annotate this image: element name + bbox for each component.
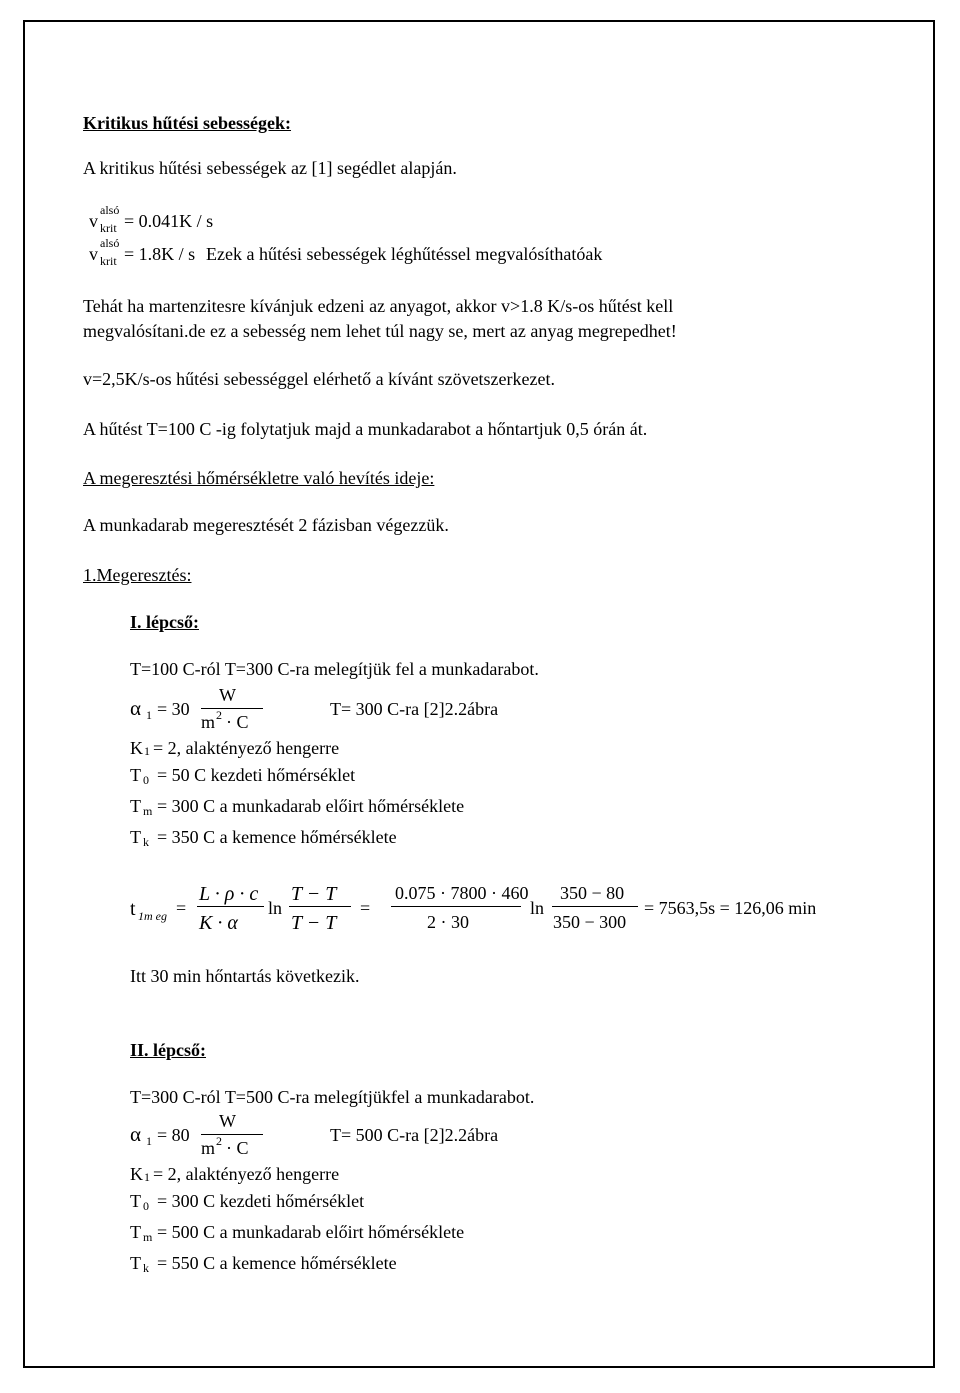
step1-title: I. lépcső: — [130, 612, 199, 632]
v-upper-sub: krit — [100, 254, 117, 268]
heading-tempering-time: A megeresztési hőmérsékletre való hevítés ideje: — [83, 468, 435, 488]
v-lower-symbol: v — [89, 211, 98, 231]
step1-t0-symbol: T — [130, 765, 141, 785]
step2-alpha-den: m — [201, 1138, 216, 1158]
step1-t0-rest: = 50 C kezdeti hőmérséklet — [157, 765, 356, 785]
step2-alpha-sub: 1 — [146, 1134, 152, 1148]
step1-tk-symbol: T — [130, 827, 141, 847]
v-upper-sup: alsó — [100, 236, 120, 250]
step1-alpha-fraction-bar — [201, 708, 263, 709]
step2-t0-rest: = 300 C kezdeti hőmérséklet — [157, 1191, 365, 1211]
step1-alpha-den-rest: · C — [226, 712, 249, 732]
formula-t-sub: 1m eg — [138, 909, 167, 923]
formula-eq1: = — [176, 898, 187, 918]
intro-paragraph: A kritikus hűtési sebességek az [1] segédlet alapján. — [83, 158, 457, 178]
formula-num4: 350 − 80 — [560, 883, 625, 903]
step1-alpha-symbol: α — [130, 696, 142, 720]
step2-intro: T=300 C-ról T=500 C-ra melegítjükfel a munkadarabot. — [130, 1087, 535, 1107]
step1-alpha-note: T= 300 C-ra [2]2.2ábra — [330, 699, 499, 719]
step2-tk-symbol: T — [130, 1253, 141, 1273]
heading-tempering-1: 1.Megeresztés: — [83, 565, 192, 585]
step1-tk-rest: = 350 C a kemence hőmérséklete — [157, 827, 397, 847]
step1-tm-symbol: T — [130, 796, 141, 816]
step2-k1-symbol: K — [130, 1164, 143, 1184]
step2-tm-symbol: T — [130, 1222, 141, 1242]
step2-alpha-symbol: α — [130, 1122, 142, 1146]
formula-ln1: ln — [268, 898, 283, 918]
step2-alpha-fraction-bar — [201, 1134, 263, 1135]
paragraph-martensite-1: Tehát ha martenzitesre kívánjuk edzeni az anyagot, akkor v>1.8 K/s-os hűtést kell — [83, 296, 674, 316]
step1-hold-note: Itt 30 min hőntartás következik. — [130, 966, 360, 986]
paragraph-martensite-2: megvalósítani.de ez a sebesség nem lehet túl nagy se, mert az anyag megrepedhet! — [83, 321, 677, 341]
step2-alpha-den-exp: 2 — [216, 1134, 222, 1148]
formula-den1: K · α — [199, 912, 238, 934]
formula-bar3 — [391, 906, 521, 907]
step2-alpha-num: W — [219, 1111, 236, 1131]
step1-intro: T=100 C-ról T=300 C-ra melegítjük fel a munkadarabot. — [130, 659, 539, 679]
heading-critical-cooling: Kritikus hűtési sebességek: — [83, 113, 292, 133]
step2-t0-sub: 0 — [143, 1199, 149, 1213]
step2-alpha-note: T= 500 C-ra [2]2.2ábra — [330, 1125, 499, 1145]
v-lower-sup: alsó — [100, 203, 120, 217]
v-upper-symbol: v — [89, 244, 98, 264]
paragraph-speed: v=2,5K/s-os hűtési sebességgel elérhető a kívánt szövetszerkezet. — [83, 369, 555, 389]
step2-alpha-den-rest: · C — [226, 1138, 249, 1158]
v-lower-sub: krit — [100, 221, 117, 235]
step1-tk-sub: k — [143, 835, 149, 849]
v-upper-note: Ezek a hűtési sebességek léghűtéssel megvalósíthatóak — [206, 244, 603, 264]
step2-alpha-eq: = 80 — [157, 1125, 190, 1145]
formula-den4: 350 − 300 — [553, 912, 627, 932]
formula-num2: T − T — [291, 883, 337, 905]
formula-t: t — [130, 898, 136, 920]
formula-bar2 — [289, 906, 351, 907]
formula-result: = 7563,5s = 126,06 min — [644, 898, 817, 918]
step2-tm-rest: = 500 C a munkadarab előirt hőmérséklete — [157, 1222, 465, 1242]
step2-t0-symbol: T — [130, 1191, 141, 1211]
step1-t0-sub: 0 — [143, 773, 149, 787]
paragraph-two-phases: A munkadarab megeresztését 2 fázisban végezzük. — [83, 515, 449, 535]
v-lower-value: = 0.041K / s — [124, 211, 214, 231]
v-upper-value: = 1.8K / s — [124, 244, 196, 264]
step2-tm-sub: m — [143, 1230, 153, 1244]
step1-tm-rest: = 300 C a munkadarab előirt hőmérséklete — [157, 796, 465, 816]
step1-k1-sub: 1 — [144, 744, 150, 758]
step2-tk-sub: k — [143, 1261, 149, 1275]
step1-k1-rest: = 2, alaktényező hengerre — [153, 738, 340, 758]
formula-bar4 — [552, 906, 638, 907]
step1-alpha-den-exp: 2 — [216, 708, 222, 722]
formula-num3: 0.075 · 7800 · 460 — [395, 883, 529, 903]
step2-k1-sub: 1 — [144, 1170, 150, 1184]
formula-den3: 2 · 30 — [427, 912, 469, 932]
step1-k1-symbol: K — [130, 738, 143, 758]
formula-den2: T − T — [291, 912, 337, 934]
step1-alpha-num: W — [219, 685, 236, 705]
step1-alpha-eq: = 30 — [157, 699, 190, 719]
step1-tm-sub: m — [143, 804, 153, 818]
formula-ln2: ln — [530, 898, 545, 918]
formula-eq2: = — [360, 898, 371, 918]
step2-k1-rest: = 2, alaktényező hengerre — [153, 1164, 340, 1184]
step2-tk-rest: = 550 C a kemence hőmérséklete — [157, 1253, 397, 1273]
paragraph-cooling: A hűtést T=100 C -ig folytatjuk majd a munkadarabot a hőntartjuk 0,5 órán át. — [83, 419, 648, 439]
formula-bar1 — [197, 906, 264, 907]
step2-title: II. lépcső: — [130, 1040, 206, 1060]
formula-num1: L · ρ · c — [199, 883, 259, 905]
step1-alpha-den: m — [201, 712, 216, 732]
step1-alpha-sub: 1 — [146, 708, 152, 722]
